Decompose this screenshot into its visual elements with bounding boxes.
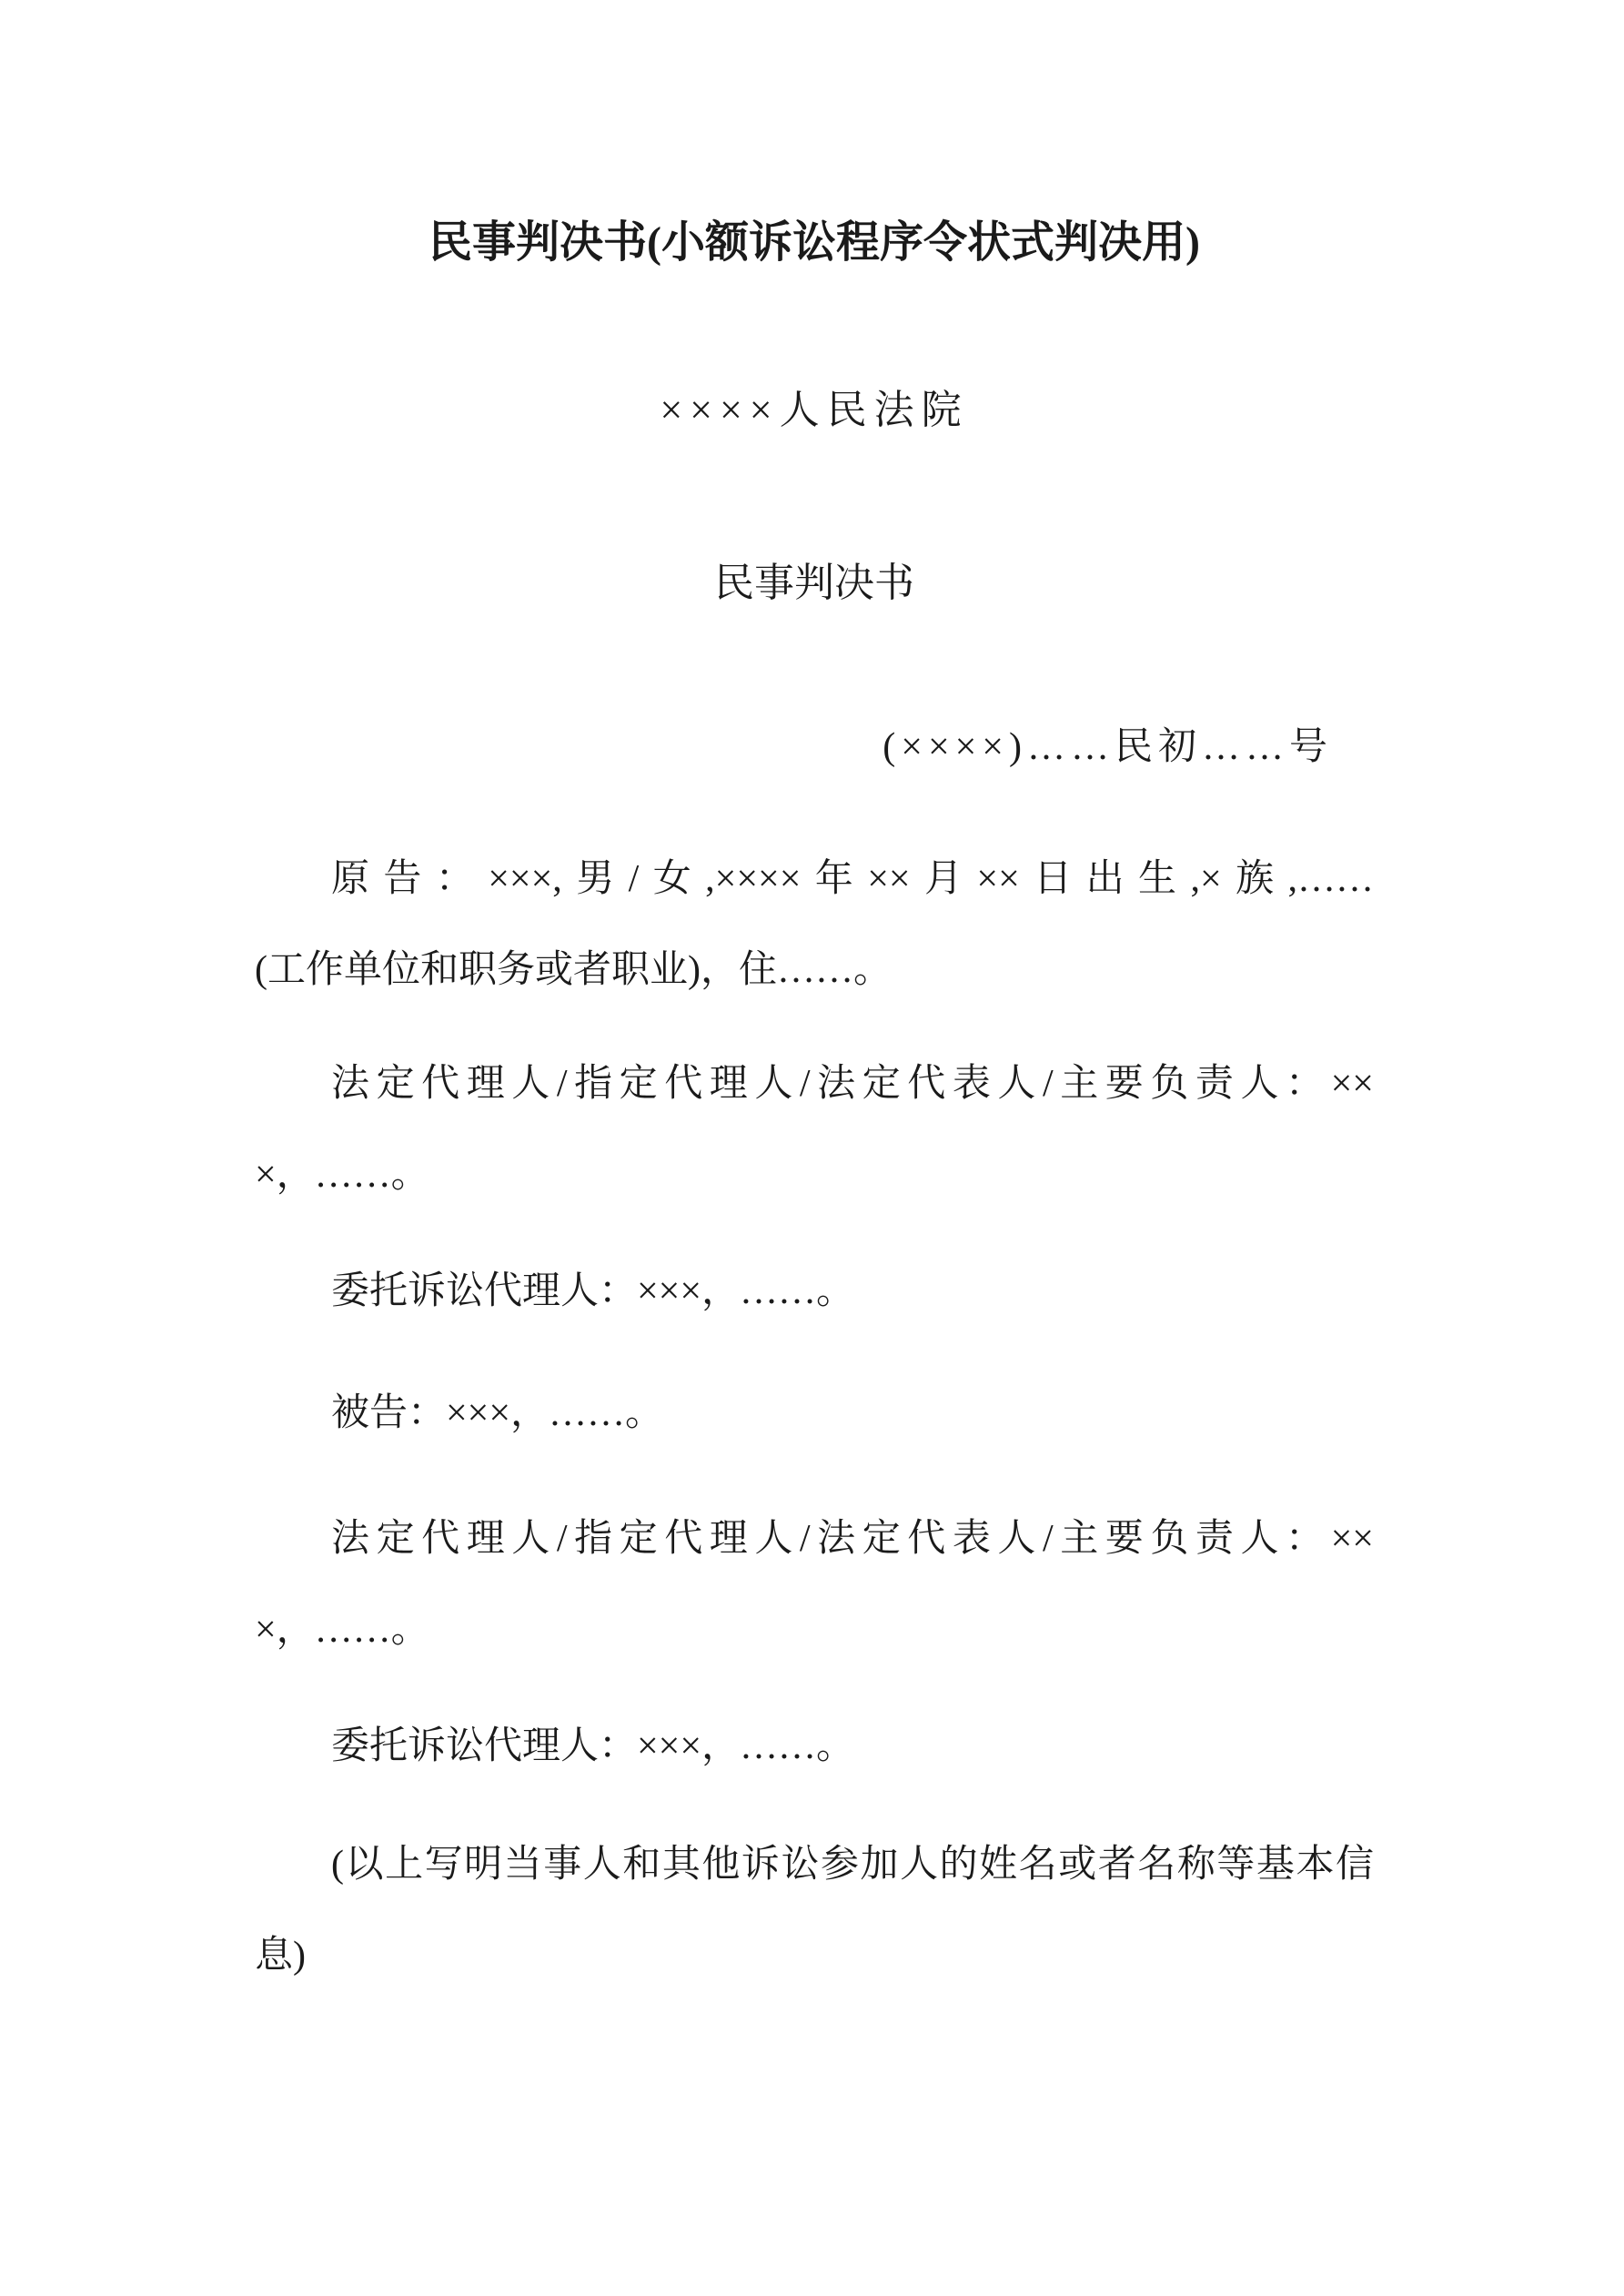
paragraph-defendant-litigation-agent-line-1: 委托诉讼代理人：×××，……。	[331, 1725, 855, 1767]
paragraph-defendant-legal-representative-line-2: ×，……。	[255, 1609, 429, 1651]
paragraph-parties-note-line-2: 息)	[255, 1935, 306, 1977]
paragraph-parties-note	[255, 1819, 1374, 2001]
paragraph-plaintiff-info-line-1: 原告：×××,男/女,××××年××月××日出生,×族,……	[331, 858, 1374, 900]
court-name: ××××人民法院	[660, 388, 969, 432]
document-type-heading: 民事判决书	[714, 561, 914, 605]
paragraph-defendant-litigation-agent	[255, 1701, 1374, 1792]
paragraph-plaintiff-litigation-agent	[255, 1246, 1374, 1337]
paragraph-defendant-legal-representative	[255, 1493, 1374, 1675]
paragraph-plaintiff-info-line-2: (工作单位和职务或者职业)，住……。	[255, 949, 892, 991]
paragraph-plaintiff-legal-representative-line-2: ×，……。	[255, 1154, 429, 1196]
paragraph-plaintiff-legal-representative-line-1: 法定代理人/指定代理人/法定代表人/主要负责人：××	[331, 1063, 1374, 1105]
paragraph-defendant-info	[255, 1368, 1374, 1459]
paragraph-defendant-legal-representative-line-1: 法定代理人/指定代理人/法定代表人/主要负责人：××	[331, 1518, 1374, 1560]
paragraph-plaintiff-legal-representative	[255, 1038, 1374, 1220]
paragraph-plaintiff-info	[255, 834, 1374, 1016]
case-number: (××××)……民初……号	[883, 726, 1333, 768]
paragraph-parties-note-line-1: (以上写明当事人和其他诉讼参加人的姓名或者名称等基本信	[331, 1844, 1374, 1886]
document-title: 民事判决书(小额诉讼程序令状式判决用)	[429, 218, 1200, 267]
paragraph-plaintiff-litigation-agent-line-1: 委托诉讼代理人：×××，……。	[331, 1270, 855, 1312]
paragraph-defendant-info-line-1: 被告：×××，……。	[331, 1392, 664, 1434]
